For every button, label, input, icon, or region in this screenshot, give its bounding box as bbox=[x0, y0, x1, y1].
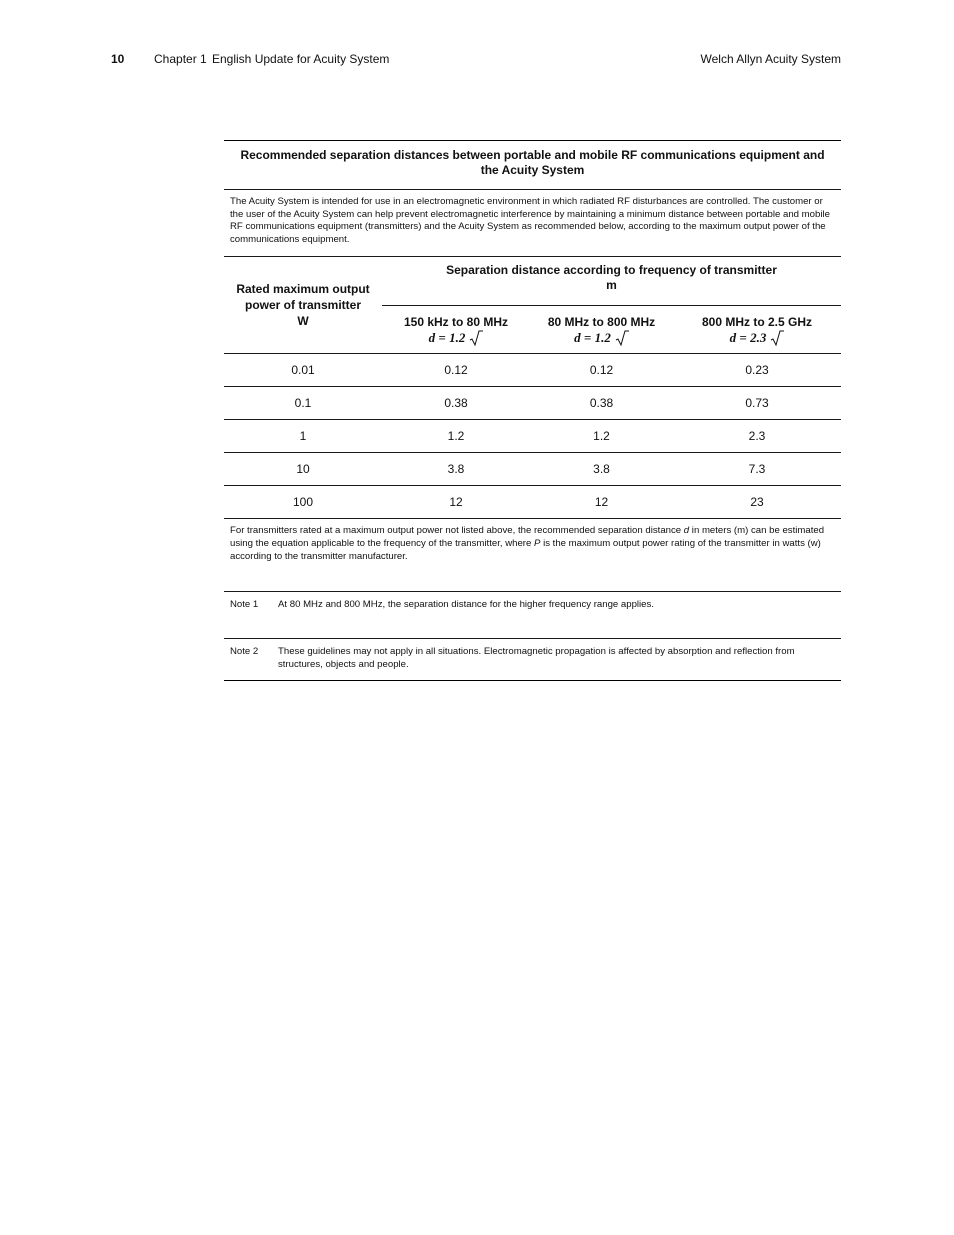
table-bottom-rule bbox=[224, 680, 841, 681]
distance-cell: 0.38 bbox=[589, 396, 614, 411]
chapter-title: English Update for Acuity System bbox=[212, 52, 390, 66]
power-column-header bbox=[224, 257, 382, 353]
distance-cell: 3.8 bbox=[593, 462, 610, 477]
footnote-text: in meters (m) can be estimated using the equation applicable to the frequency of the transmitter, where bbox=[230, 525, 825, 549]
distance-formula bbox=[429, 330, 484, 346]
table-intro-text: The Acuity System is intended for use in an electromagnetic environment in which radiated RF disturbances are controlled. The customer or the user of the Acuity System can help prevent electromagnetic interference by maintaining a minimum distance between portable and mobile RF communications equipment (transmitters) and the Acuity System as recommended below, according to the maximum output power of the communications equipment. bbox=[230, 196, 830, 245]
table-row bbox=[224, 453, 841, 485]
distance-cell: 0.12 bbox=[444, 363, 468, 378]
separation-header-title: Separation distance according to frequency of transmitter bbox=[446, 263, 777, 278]
book-title: Welch Allyn Acuity System bbox=[700, 52, 841, 66]
table-row bbox=[224, 354, 841, 386]
square-root-icon bbox=[770, 330, 784, 346]
table-row bbox=[224, 486, 841, 518]
chapter-label: Chapter 1 bbox=[154, 52, 207, 66]
power-cell: 0.01 bbox=[291, 363, 315, 378]
footnote-text: is the maximum output power rating of the transmitter in watts (w) according to the transmitter manufacturer. bbox=[230, 537, 821, 562]
table-row bbox=[224, 387, 841, 419]
note-label: Note 2 bbox=[230, 646, 259, 658]
distance-cell: 7.3 bbox=[748, 462, 766, 477]
separation-header-group bbox=[382, 257, 841, 353]
distance-cell: 12 bbox=[449, 495, 463, 510]
note-row bbox=[224, 639, 841, 680]
square-root-icon bbox=[469, 330, 483, 346]
distance-cell: 0.23 bbox=[745, 363, 769, 378]
note-text: At 80 MHz and 800 MHz, the separation distance for the higher frequency range applies. bbox=[278, 599, 654, 611]
power-header-unit: W bbox=[297, 314, 309, 329]
distance-cell: 3.8 bbox=[447, 462, 465, 477]
table-title: Recommended separation distances between portable and mobile RF communications equipment and the Acuity System bbox=[240, 148, 825, 177]
frequency-range: 150 kHz to 80 MHz bbox=[403, 314, 509, 329]
note-row bbox=[224, 592, 841, 638]
formula-text: d = 1.2 bbox=[574, 329, 611, 345]
power-cell: 10 bbox=[296, 462, 310, 477]
power-cell: 100 bbox=[292, 495, 314, 510]
formula-text: d = 1.2 bbox=[428, 329, 466, 345]
frequency-column-headers bbox=[382, 306, 841, 353]
formula-text: d = 2.3 bbox=[729, 329, 767, 345]
distance-cell: 1.2 bbox=[447, 429, 465, 444]
distance-formula bbox=[574, 330, 629, 346]
footnote-variable-d: d bbox=[683, 525, 690, 537]
distance-cell: 0.12 bbox=[589, 363, 614, 378]
page-header bbox=[0, 52, 954, 70]
distance-cell: 2.3 bbox=[748, 429, 766, 444]
power-header-line2: power of transmitter bbox=[244, 298, 361, 313]
separation-header-unit: m bbox=[606, 278, 617, 293]
frequency-column-header bbox=[382, 306, 530, 353]
power-cell: 1 bbox=[299, 429, 307, 444]
separation-distance-table bbox=[224, 140, 841, 681]
footnote-text: For transmitters rated at a maximum output power not listed above, the recommended separation distance bbox=[230, 525, 684, 537]
frequency-column-header bbox=[530, 306, 673, 353]
frequency-range: 80 MHz to 800 MHz bbox=[547, 314, 656, 329]
frequency-column-header bbox=[673, 306, 841, 353]
note-text: These guidelines may not apply in all situations. Electromagnetic propagation is affected by absorption and reflection from structures, objects and people. bbox=[278, 646, 795, 670]
distance-cell: 1.2 bbox=[593, 429, 610, 444]
table-row bbox=[224, 420, 841, 452]
table-footnote bbox=[224, 519, 841, 591]
distance-formula bbox=[730, 330, 785, 346]
power-header-line1: Rated maximum output bbox=[236, 282, 370, 297]
distance-cell: 0.38 bbox=[444, 396, 468, 411]
footnote-variable-p: P bbox=[534, 537, 541, 549]
distance-cell: 23 bbox=[750, 495, 764, 510]
distance-cell: 12 bbox=[594, 495, 609, 510]
table-header bbox=[224, 257, 841, 353]
frequency-range: 800 MHz to 2.5 GHz bbox=[701, 314, 813, 329]
page-number: 10 bbox=[111, 52, 125, 66]
power-cell: 0.1 bbox=[294, 396, 312, 411]
note-label: Note 1 bbox=[230, 599, 259, 611]
distance-cell: 0.73 bbox=[745, 396, 769, 411]
square-root-icon bbox=[615, 330, 629, 346]
separation-header bbox=[382, 257, 841, 305]
